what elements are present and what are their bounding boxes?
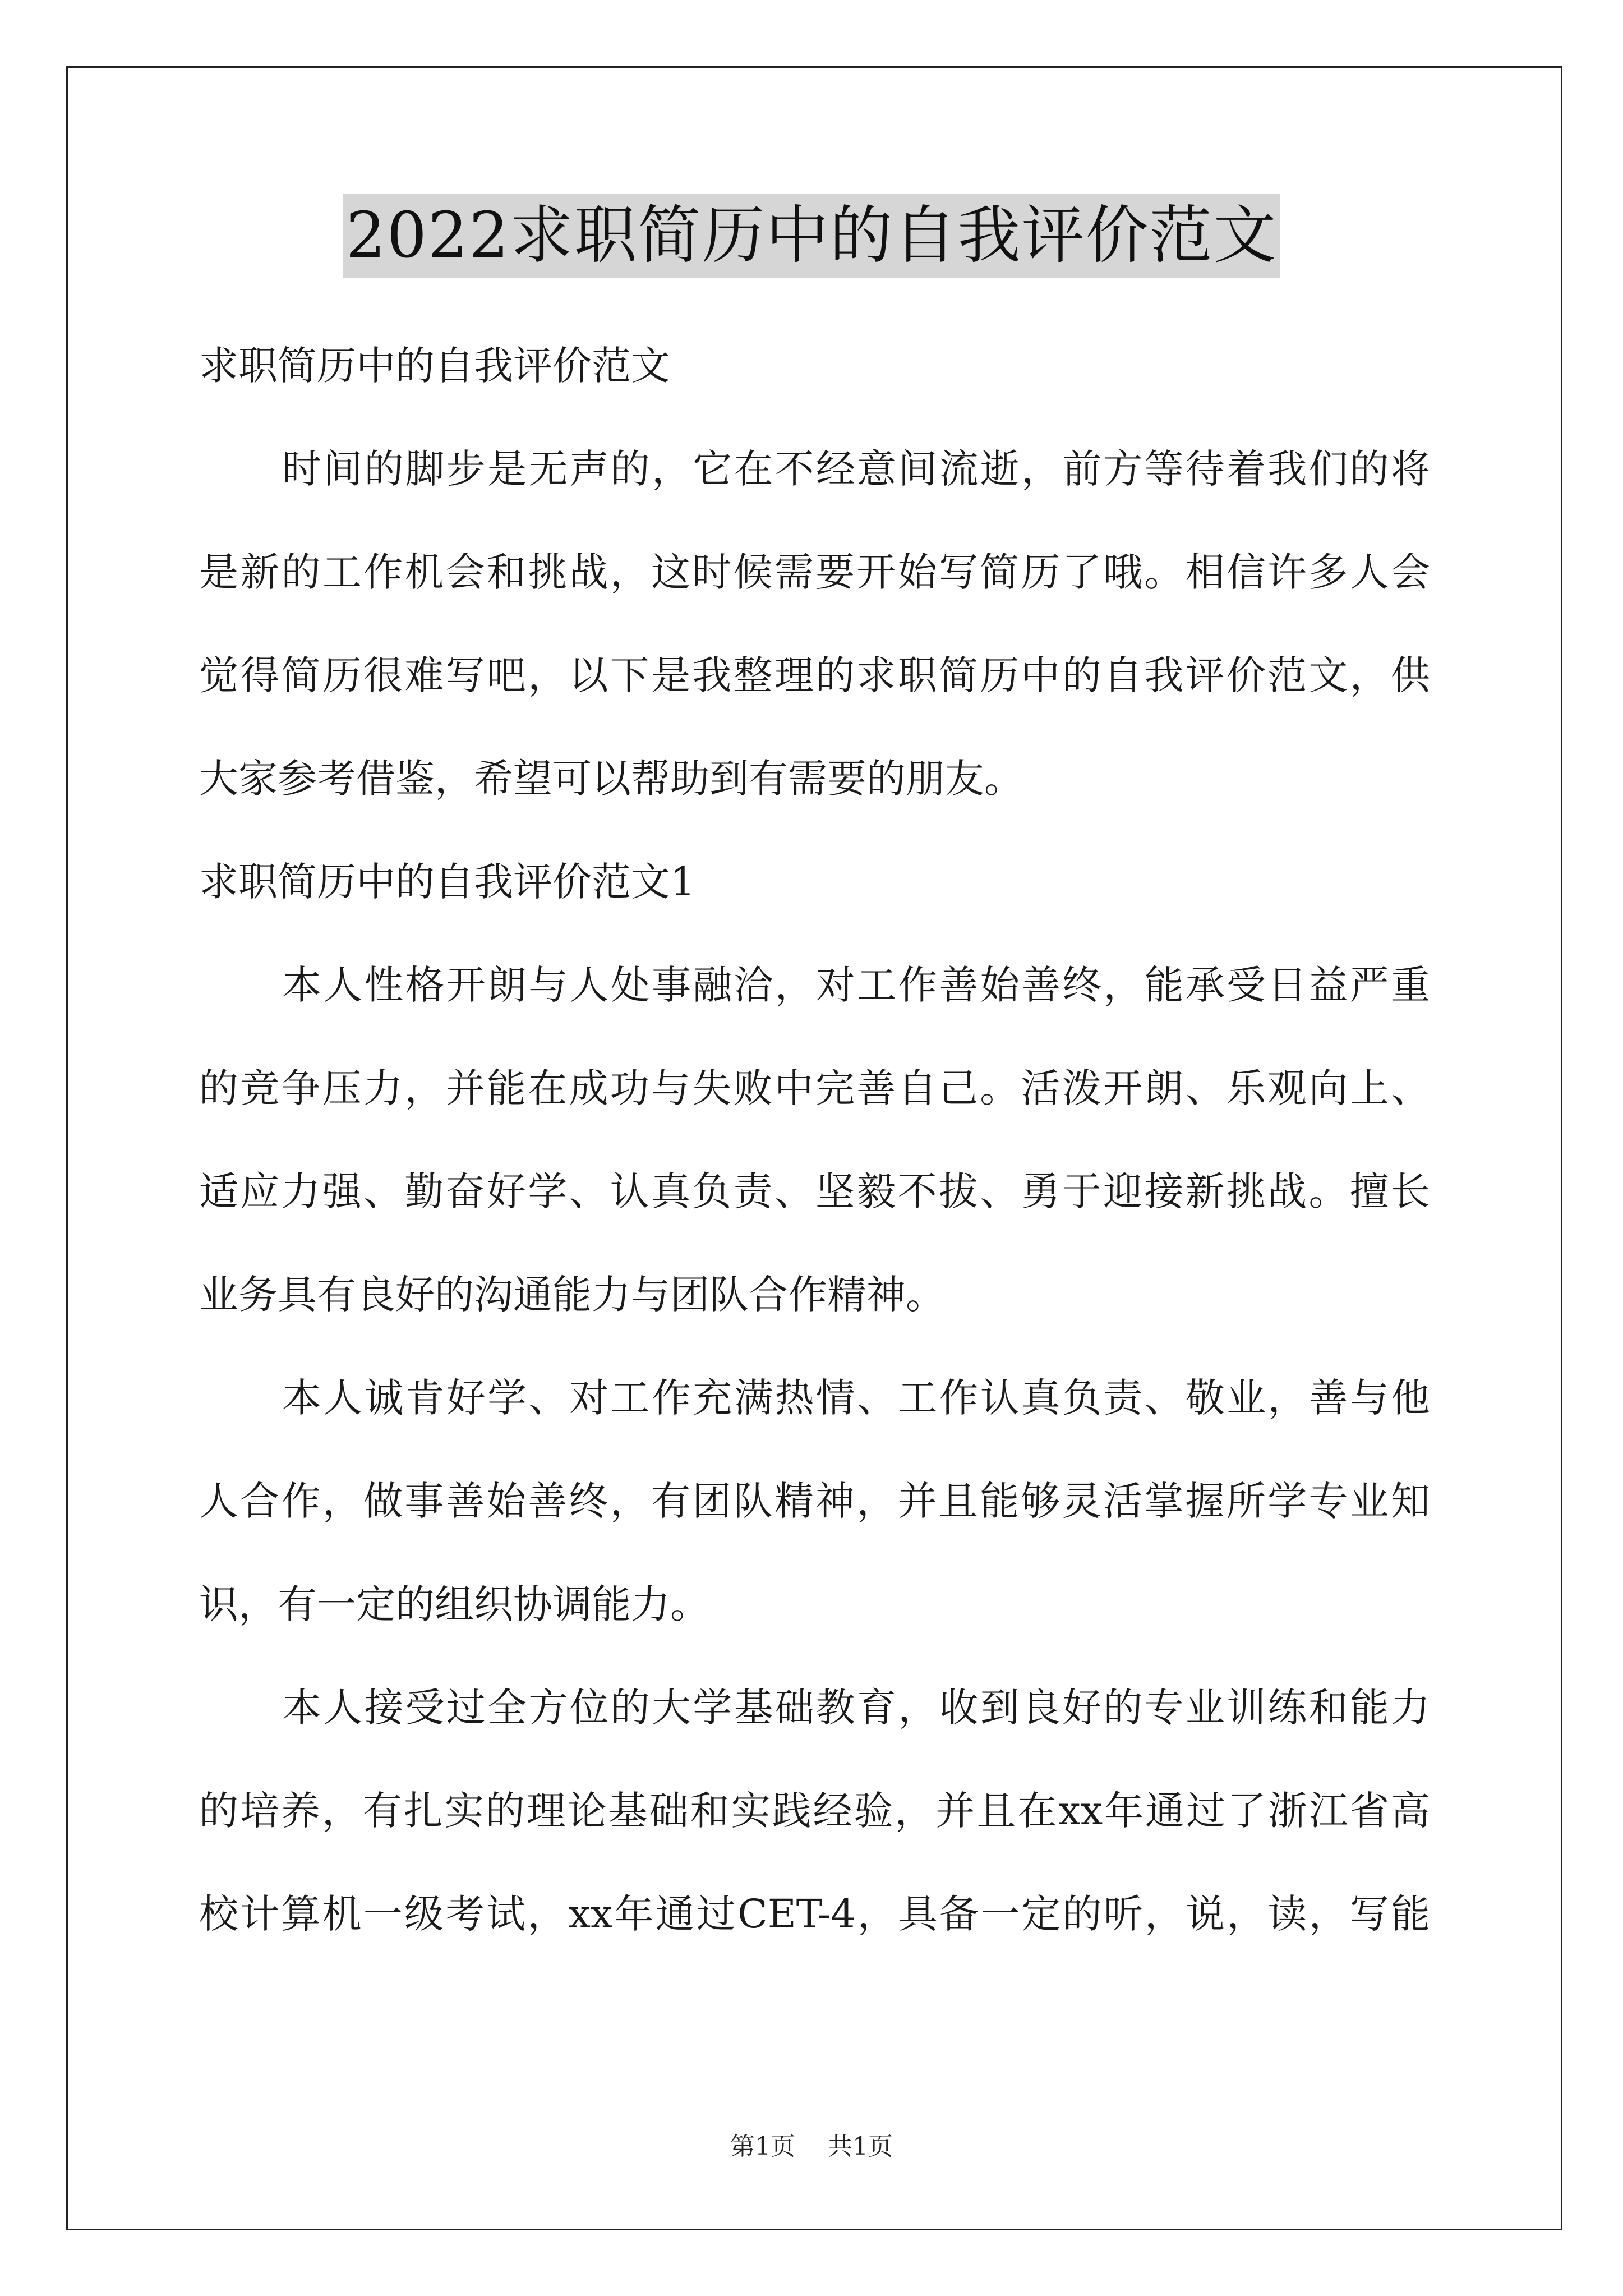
page-number-total: 共1页 bbox=[828, 2132, 893, 2161]
document-body bbox=[199, 314, 1430, 1966]
title-container bbox=[0, 194, 1623, 278]
paragraph-line: 觉得简历很难写吧，以下是我整理的求职简历中的自我评价范文，供 bbox=[199, 652, 1430, 698]
paragraph-line: 人合作，做事善始善终，有团队精神，并且能够灵活掌握所学专业知 bbox=[199, 1478, 1430, 1524]
paragraph-line: 的培养，有扎实的理论基础和实践经验，并且在xx年通过了浙江省高 bbox=[199, 1788, 1430, 1834]
page-number-current: 第1页 bbox=[730, 2132, 795, 2161]
document-title: 2022求职简历中的自我评价范文 bbox=[343, 194, 1279, 278]
paragraph-line: 时间的脚步是无声的，它在不经意间流逝，前方等待着我们的将 bbox=[282, 446, 1430, 492]
paragraph-line: 识，有一定的组织协调能力。 bbox=[199, 1581, 709, 1627]
paragraph-line: 是新的工作机会和挑战，这时候需要开始写简历了哦。相信许多人会 bbox=[199, 549, 1430, 595]
paragraph-line: 的竞争压力，并能在成功与失败中完善自己。活泼开朗、乐观向上、 bbox=[199, 1065, 1430, 1111]
paragraph-line: 本人诚肯好学、对工作充满热情、工作认真负责、敬业，善与他 bbox=[282, 1375, 1430, 1421]
paragraph-line: 适应力强、勤奋好学、认真负责、坚毅不拔、勇于迎接新挑战。擅长 bbox=[199, 1168, 1430, 1214]
section-heading: 求职简历中的自我评价范文 bbox=[199, 343, 670, 389]
section-heading: 求职简历中的自我评价范文1 bbox=[199, 859, 695, 905]
page-footer bbox=[0, 2126, 1623, 2162]
paragraph-line: 本人性格开朗与人处事融洽，对工作善始善终，能承受日益严重 bbox=[282, 962, 1430, 1008]
paragraph-line: 大家参考借鉴，希望可以帮助到有需要的朋友。 bbox=[199, 756, 1023, 802]
paragraph-line: 业务具有良好的沟通能力与团队合作精神。 bbox=[199, 1272, 945, 1318]
paragraph-line: 本人接受过全方位的大学基础教育，收到良好的专业训练和能力 bbox=[282, 1685, 1430, 1731]
paragraph-line: 校计算机一级考试，xx年通过CET-4，具备一定的听，说，读，写能 bbox=[199, 1891, 1430, 1937]
